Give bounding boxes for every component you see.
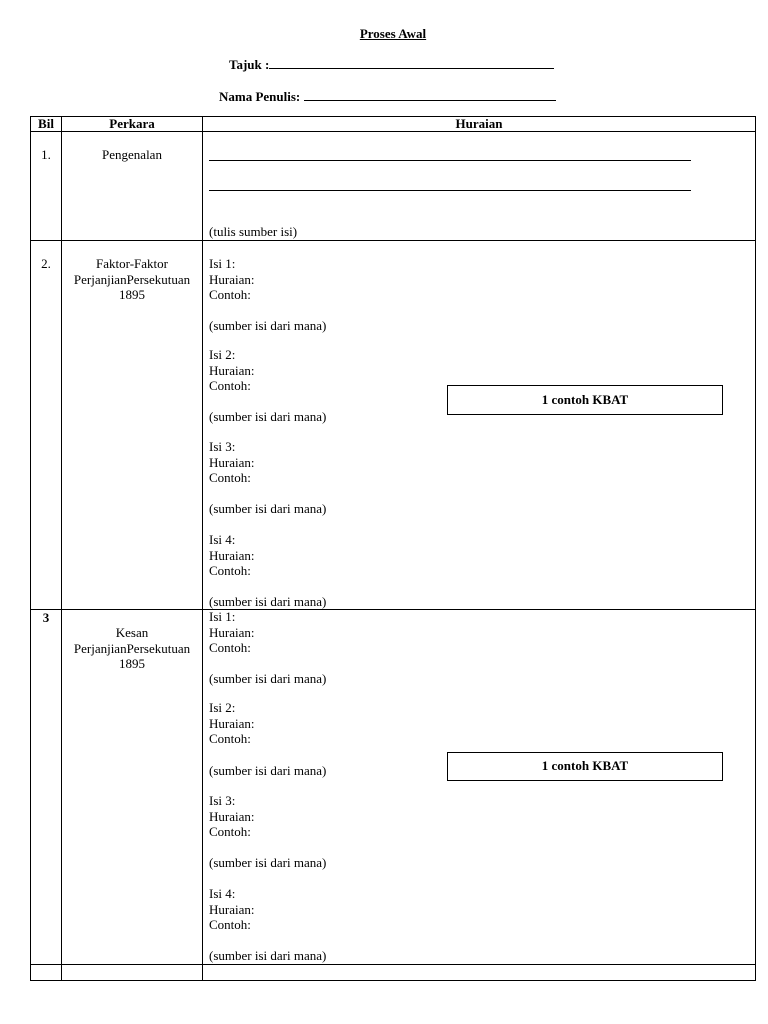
table-border-bottom: [30, 980, 756, 981]
row2-sumber-3: (sumber isi dari mana): [209, 501, 327, 516]
col-header-huraian: Huraian: [455, 116, 503, 131]
row2-perkara: [62, 256, 202, 303]
row-divider-1: [30, 240, 756, 241]
row3-isi3-block: [209, 793, 254, 840]
row1-perkara: Pengenalan: [102, 147, 162, 162]
row3-perkara-line-2: PerjanjianPersekutuan: [73, 640, 191, 656]
row2-sumber-2: (sumber isi dari mana): [209, 409, 327, 424]
huraian-label: Huraian:: [209, 715, 255, 731]
huraian-label: Huraian:: [209, 808, 255, 824]
row2-isi2-block: [209, 347, 254, 394]
contoh-label: Contoh:: [209, 563, 251, 578]
row2-perkara-line-3: 1895: [119, 287, 145, 302]
row2-perkara-line-1: Faktor-Faktor: [96, 256, 168, 271]
contoh-label: Contoh:: [209, 917, 251, 932]
isi-label: Isi 1:: [209, 256, 236, 271]
isi-label: Isi 3:: [209, 793, 236, 808]
tajuk-label: Tajuk :: [229, 57, 270, 72]
huraian-label: Huraian:: [209, 901, 255, 917]
tajuk-field[interactable]: [229, 56, 554, 73]
row3-sumber-1: (sumber isi dari mana): [209, 671, 327, 686]
row-divider-3: [30, 964, 756, 965]
row3-isi1-block: [209, 609, 254, 656]
isi-label: Isi 2:: [209, 347, 236, 362]
isi-label: Isi 2:: [209, 700, 236, 715]
isi-label: Isi 3:: [209, 439, 236, 454]
huraian-label: Huraian:: [209, 454, 255, 470]
row1-bil: 1.: [41, 147, 51, 162]
row2-sumber-1: (sumber isi dari mana): [209, 318, 327, 333]
contoh-label: Contoh:: [209, 378, 251, 393]
row3-sumber-3: (sumber isi dari mana): [209, 855, 327, 870]
row2-bil: 2.: [41, 256, 51, 271]
huraian-label: Huraian:: [209, 547, 255, 563]
contoh-label: Contoh:: [209, 470, 251, 485]
penulis-label: Nama Penulis:: [219, 89, 301, 104]
row3-perkara-line-1: Kesan: [115, 625, 149, 640]
row3-bil: 3: [42, 610, 50, 625]
row2-perkara-line-2: PerjanjianPersekutuan: [73, 271, 191, 287]
isi-label: Isi 1:: [209, 609, 236, 624]
row3-sumber-2: (sumber isi dari mana): [209, 763, 327, 778]
row-divider-2: [30, 609, 756, 610]
row1-source-note: (tulis sumber isi): [209, 224, 298, 239]
col-header-perkara: Perkara: [109, 116, 155, 131]
row3-perkara: [62, 625, 202, 672]
huraian-label: Huraian:: [209, 362, 255, 378]
row1-blank-line-2[interactable]: [209, 190, 691, 191]
col-divider-2: [202, 116, 203, 981]
isi-label: Isi 4:: [209, 886, 236, 901]
tajuk-blank[interactable]: [269, 56, 554, 69]
row1-blank-line-1[interactable]: [209, 160, 691, 161]
contoh-label: Contoh:: [209, 824, 251, 839]
row2-isi4-block: [209, 532, 254, 579]
col-header-bil: Bil: [38, 116, 54, 131]
row3-kbat-box[interactable]: 1 contoh KBAT: [447, 752, 723, 781]
huraian-label: Huraian:: [209, 271, 255, 287]
table-border-left: [30, 116, 31, 981]
row3-sumber-4: (sumber isi dari mana): [209, 948, 327, 963]
row2-kbat-box[interactable]: 1 contoh KBAT: [447, 385, 723, 415]
huraian-label: Huraian:: [209, 624, 255, 640]
page-title: Proses Awal: [359, 26, 427, 41]
penulis-blank[interactable]: [304, 88, 556, 101]
row3-isi4-block: [209, 886, 254, 933]
penulis-field[interactable]: [219, 88, 556, 105]
contoh-label: Contoh:: [209, 640, 251, 655]
table-border-right: [755, 116, 756, 981]
row2-sumber-4: (sumber isi dari mana): [209, 594, 327, 609]
row2-isi3-block: [209, 439, 254, 486]
col-divider-1: [61, 116, 62, 981]
contoh-label: Contoh:: [209, 731, 251, 746]
row3-perkara-line-3: 1895: [119, 656, 145, 671]
row2-isi1-block: [209, 256, 254, 303]
contoh-label: Contoh:: [209, 287, 251, 302]
row3-isi2-block: [209, 700, 254, 747]
isi-label: Isi 4:: [209, 532, 236, 547]
